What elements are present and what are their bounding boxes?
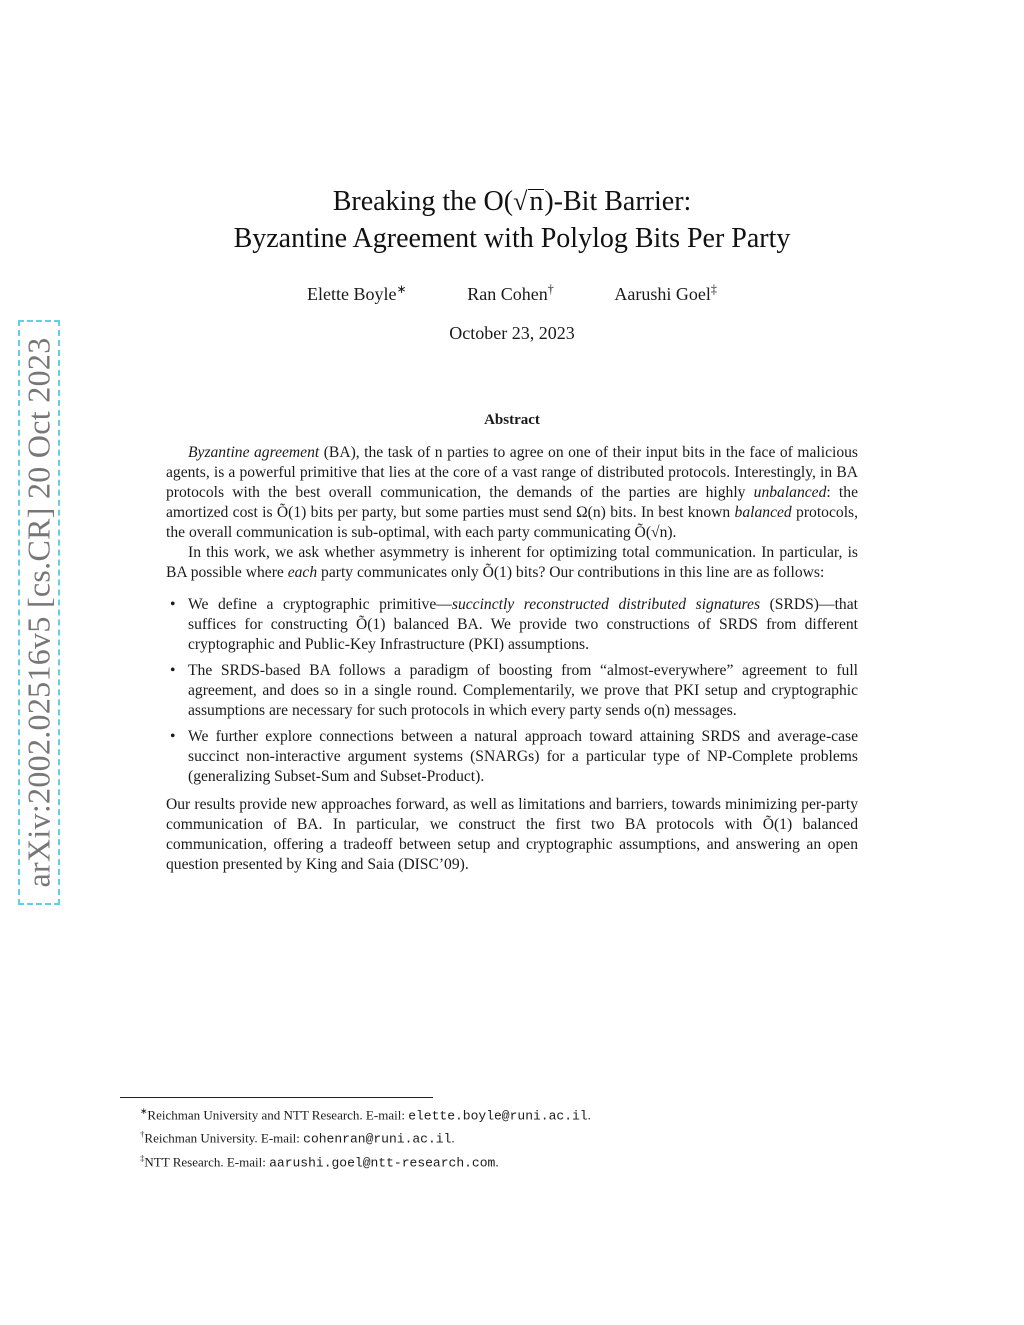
list-item: • The SRDS-based BA follows a paradigm of boosting from “almost-everywhere” agreement to full agreement, and does so in a single round. Complementarily, we prove that PKI setup and cryptographic assumptions are necessary for such protocols in which every party sends o(n) messages.: [188, 661, 858, 721]
footnote-rule: [120, 1097, 433, 1098]
footnote: ∗Reichman University and NTT Research. E-mail: elette.boyle@runi.ac.il.: [140, 1106, 591, 1124]
paper-title: [0, 183, 1024, 257]
author-list: [0, 282, 1024, 305]
contribution-list: [166, 595, 858, 787]
list-item: • We further explore connections between a natural approach toward attaining SRDS and average-case succinct non-interactive argument systems (SNARGs) for a particular type of NP-Complete problems (generalizing Subset-Sum and Subset-Product).: [188, 727, 858, 787]
email-link[interactable]: aarushi.goel@ntt-research.com: [269, 1154, 496, 1170]
email-link[interactable]: cohenran@runi.ac.il: [303, 1131, 452, 1147]
author-name: Aarushi Goel‡: [614, 282, 717, 304]
footnote: ‡NTT Research. E-mail: aarushi.goel@ntt-research.com.: [140, 1152, 499, 1170]
author-name: Elette Boyle∗: [307, 282, 407, 304]
email-link[interactable]: elette.boyle@runi.ac.il: [408, 1108, 588, 1124]
arxiv-stamp-text: arXiv:2002.02516v5 [cs.CR] 20 Oct 2023: [20, 337, 57, 888]
sqrt-icon: √: [513, 187, 528, 216]
footnotes: [120, 1097, 860, 1172]
author-name: Ran Cohen†: [467, 282, 554, 304]
abstract-heading: Abstract: [484, 412, 540, 428]
abstract-paragraph: In this work, we ask whether asymmetry is inherent for optimizing total communication. In particular, is BA possible where each party communicates only Õ(1) bits? Our contributions in this line are as follows:: [166, 544, 858, 581]
footnote: †Reichman University. E-mail: cohenran@runi.ac.il.: [140, 1129, 455, 1147]
arxiv-stamp: [18, 320, 60, 905]
title-line-1: Breaking the O(√n)-Bit Barrier:: [332, 186, 692, 217]
abstract-paragraph: Our results provide new approaches forward, as well as limitations and barriers, towards minimizing per-party communication of BA. In particular, we construct the first two BA protocols with Õ(1) balanced communication, offering a tradeoff between setup and cryptographic assumptions, and answering an open question presented by King and Saia (DISC’09).: [166, 796, 858, 873]
abstract-paragraph: Byzantine agreement (BA), the task of n parties to agree on one of their input bits in the face of malicious agents, is a powerful primitive that lies at the core of a vast range of distributed protocols. Interestingly, in BA protocols with the best overall communication, the demands of the parties are highly unbalanced: the amortized cost is Õ(1) bits per party, but some parties must send Ω(n) bits. In best known balanced protocols, the overall communication is sub-optimal, with each party communicating Õ(√n).: [166, 444, 858, 541]
list-item: • We define a cryptographic primitive—succinctly reconstructed distributed signatures (SRDS)—that suffices for constructing Õ(1) balanced BA. We provide two constructions of SRDS from different cryptographic and Public-Key Infrastructure (PKI) assumptions.: [188, 595, 858, 655]
title-line-2: Byzantine Agreement with Polylog Bits Per Party: [233, 223, 791, 254]
abstract-body: [166, 443, 858, 875]
paper-date: October 23, 2023: [449, 323, 575, 343]
